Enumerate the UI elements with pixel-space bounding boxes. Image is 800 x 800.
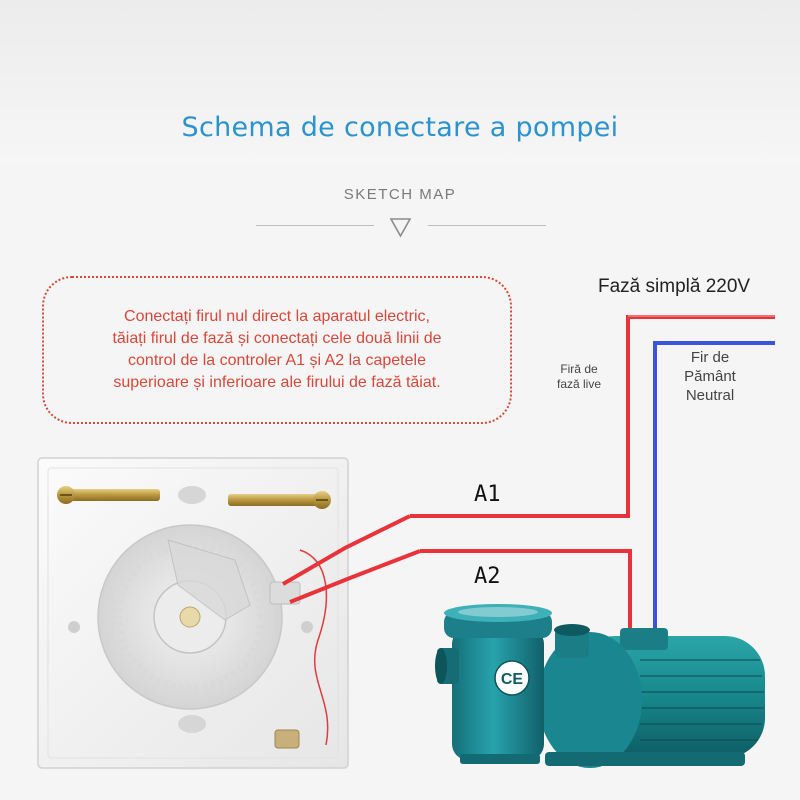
mount-hole bbox=[68, 621, 80, 633]
mount-hole bbox=[301, 621, 313, 633]
live-wire-label-line: fază live bbox=[556, 377, 602, 391]
ce-mark: CE bbox=[500, 671, 524, 688]
timer-controller bbox=[38, 458, 348, 768]
mount-hole bbox=[178, 486, 206, 504]
instruction-line: tăiați firul de fază și conectați cele două linii de bbox=[112, 330, 442, 347]
neutral-wire-label bbox=[666, 348, 754, 405]
instruction-line: superioare și inferioare ale firului de fază tăiat. bbox=[113, 374, 441, 391]
neutral-wire-label-line: Neutral bbox=[685, 387, 735, 404]
a2-label: A2 bbox=[474, 564, 501, 589]
sketch-map-label: SKETCH MAP bbox=[343, 186, 457, 203]
neutral-wire-label-line: Pământ bbox=[684, 368, 736, 385]
terminal-box bbox=[620, 628, 668, 650]
instruction-line: control de la controler A1 și A2 la capetele bbox=[128, 352, 426, 369]
a1-label: A1 bbox=[474, 482, 501, 507]
live-wire-label bbox=[551, 362, 607, 392]
chevron-down-icon bbox=[391, 219, 410, 236]
neutral-wire-label-line: Fir de bbox=[690, 349, 730, 366]
pool-pump bbox=[435, 604, 765, 768]
page-title: Schema de conectare a pompei bbox=[181, 112, 619, 143]
live-wire-label-line: Firă de bbox=[560, 362, 598, 376]
mount-hole bbox=[178, 715, 206, 733]
phase-label: Fază simplă 220V bbox=[598, 276, 751, 297]
instruction-line: Conectați firul nul direct la aparatul electric, bbox=[124, 308, 430, 325]
phase-wire-top bbox=[410, 317, 775, 516]
